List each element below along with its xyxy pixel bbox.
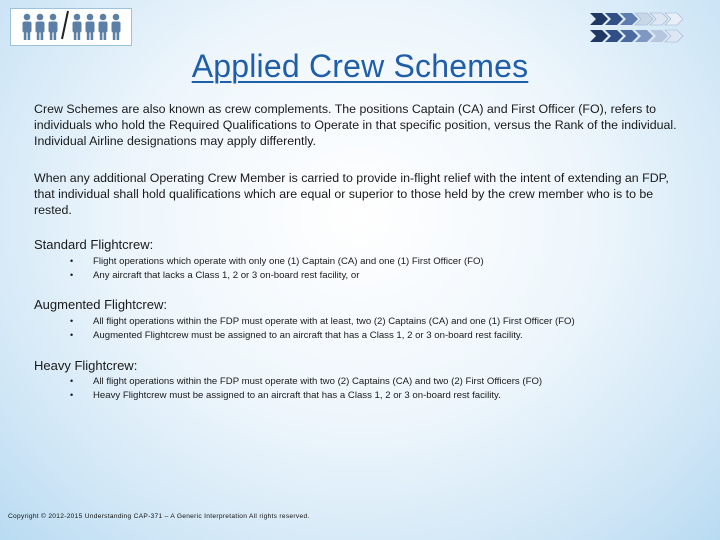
list-item-text: All flight operations within the FDP must operate with at least, two (2) Captains (CA) and one (1) First Officer (FO) <box>93 316 575 327</box>
bullet-icon: • <box>70 376 74 386</box>
bullet-list-heavy <box>70 375 700 402</box>
person-icon <box>71 13 83 41</box>
list-item <box>70 315 700 329</box>
list-item <box>70 269 700 283</box>
person-icon <box>34 13 46 41</box>
relief-paragraph: When any additional Operating Crew Member is carried to provide in-flight relief with the intent of extending an FDP, that individual shall hold qualifications which are equal or superior to those held by the crew member who is to be rested. <box>34 171 669 217</box>
list-item-text: Heavy Flightcrew must be assigned to an aircraft that has a Class 1, 2 or 3 on-board rest facility. <box>93 389 501 401</box>
section-heading-standard: Standard Flightcrew: <box>34 237 154 252</box>
chevron-row-bottom <box>590 30 683 42</box>
crew-logo <box>10 8 132 46</box>
list-item <box>70 375 700 389</box>
person-icon <box>21 13 33 41</box>
person-icon <box>47 13 59 41</box>
chevron-progress-icon <box>588 10 698 46</box>
bullet-icon: • <box>70 329 74 340</box>
chevron-row-top <box>590 13 683 25</box>
bullet-list-augmented <box>70 315 700 342</box>
copyright-footer: Copyright © 2012-2015 Understanding CAP-371 – A Generic Interpretation All rights reserved. <box>8 513 310 520</box>
person-icon <box>97 13 109 41</box>
bullet-icon: • <box>70 389 74 400</box>
list-item <box>70 329 700 343</box>
slash-divider-icon <box>60 9 70 46</box>
list-item <box>70 255 700 269</box>
list-item-text: All flight operations within the FDP must operate with two (2) Captains (CA) and two (2) First Officers (FO) <box>93 376 543 387</box>
list-item-text: Augmented Flightcrew must be assigned to an aircraft that has a Class 1, 2 or 3 on-board rest facility. <box>93 329 523 341</box>
section-heading-augmented: Augmented Flightcrew: <box>34 297 167 312</box>
section-heading-heavy: Heavy Flightcrew: <box>34 358 138 373</box>
bullet-list-standard <box>70 255 700 282</box>
person-icon <box>110 13 122 41</box>
page-title: Applied Crew Schemes <box>191 48 529 84</box>
list-item-text: Flight operations which operate with only one (1) Captain (CA) and one (1) First Officer (FO) <box>93 256 484 267</box>
intro-paragraph: Crew Schemes are also known as crew complements. The positions Captain (CA) and First Officer (FO), refers to individuals who hold the Required Qualifications to Operate in that specific position, versus the Rank of the individual. Individual Airline designations may apply differently. <box>34 102 677 148</box>
list-item-text: Any aircraft that lacks a Class 1, 2 or 3 on-board rest facility, or <box>93 269 360 281</box>
list-item <box>70 389 700 403</box>
bullet-icon: • <box>70 256 74 266</box>
person-icon <box>84 13 96 41</box>
bullet-icon: • <box>70 316 74 326</box>
bullet-icon: • <box>70 269 74 280</box>
